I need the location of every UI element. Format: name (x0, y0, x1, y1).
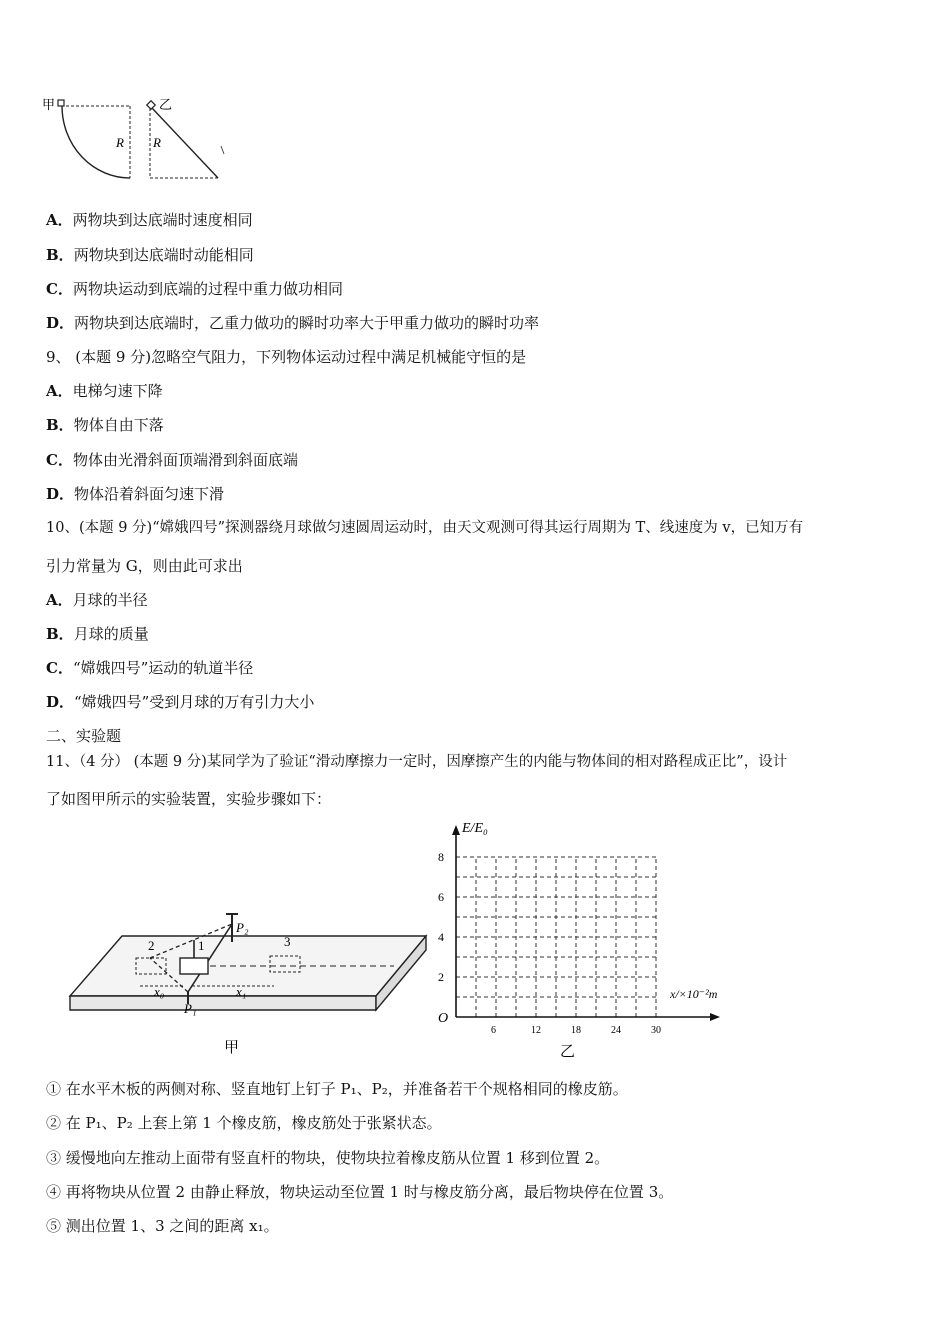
chart-origin: O (438, 1011, 449, 1026)
q9-option-d-text: 物体沿着斜面匀速下滑 (74, 485, 225, 503)
q10-option-d-text: “嫦娥四号”受到月球的万有引力大小 (74, 693, 315, 711)
q9-stem: 9、 (本题 9 分)忽略空气阻力，下列物体运动过程中满足机械能守恒的是 (46, 348, 527, 366)
x-tick-label: 12 (531, 1025, 541, 1036)
q10-option-a (46, 590, 148, 610)
q10-option-c-text: “嫦娥四号”运动的轨道半径 (72, 659, 254, 677)
q10-stem-line2: 引力常量为 G，则由此可求出 (46, 557, 243, 575)
q8-option-b-text: 两物块到达底端时动能相同 (73, 246, 254, 264)
q10-option-d (46, 692, 314, 712)
label-r1: R (116, 135, 124, 150)
q10-option-d-letter: D． (46, 693, 75, 711)
q11-stem-line2: 了如图甲所示的实验装置，实验步骤如下： (46, 790, 332, 808)
label-yi: 乙 (159, 97, 173, 112)
chart-caption: 乙 (560, 1044, 576, 1060)
figure-slide-comparison (40, 92, 240, 187)
q8-option-c-letter: C． (46, 280, 73, 298)
q9-option-b-text: 物体自由下落 (73, 416, 164, 434)
q11-step-4: ④ 再将物块从位置 2 由静止释放，物块运动至位置 1 时与橡皮筋分离，最后物块停在位置 3。 (46, 1183, 674, 1201)
q11-step-1: ① 在水平木板的两侧对称、竖直地钉上钉子 P₁、P₂，并准备若干个规格相同的橡皮筋。 (46, 1080, 628, 1098)
chart-ylabel: E/E₀ (462, 821, 488, 836)
x-tick-label: 30 (651, 1025, 661, 1036)
q10-stem-line1: 10、(本题 9 分)“嫦娥四号”探测器绕月球做匀速圆周运动时，由天文观测可得其运行周期为 T、线速度为 v，已知万有 (46, 520, 804, 536)
q8-option-a (46, 210, 253, 230)
y-tick-label: 6 (438, 890, 444, 904)
q9-option-c-letter: C． (46, 451, 73, 469)
q8-option-a-text: 两物块到达底端时速度相同 (72, 211, 253, 229)
stray-mark (221, 146, 224, 154)
block-yi (147, 101, 155, 109)
x-tick-label: 24 (611, 1025, 621, 1036)
label-pos3: 3 (284, 934, 291, 949)
chart-energy-distance (430, 812, 730, 1064)
q9-option-d-letter: D． (46, 485, 75, 503)
q11-step-2: ② 在 P₁、P₂ 上套上第 1 个橡皮筋，橡皮筋处于张紧状态。 (46, 1114, 442, 1132)
label-pos1: 1 (198, 938, 205, 953)
label-pos2: 2 (148, 938, 155, 953)
y-tick-label: 8 (438, 850, 444, 864)
q8-option-d-text: 两物块到达底端时，乙重力做功的瞬时功率大于甲重力做功的瞬时功率 (74, 314, 540, 332)
y-axis-arrow (452, 825, 460, 835)
x-tick-label: 18 (571, 1025, 581, 1036)
q10-option-b (46, 624, 149, 644)
q9-option-a-letter: A． (46, 382, 73, 400)
y-tick-label: 2 (438, 970, 444, 984)
block-pos1 (180, 958, 208, 974)
q8-option-c (46, 279, 343, 299)
q10-option-a-letter: A． (46, 591, 73, 609)
q11-step-5: ⑤ 测出位置 1、3 之间的距离 x₁。 (46, 1217, 279, 1235)
figure-apparatus (64, 900, 434, 1060)
q10-option-b-text: 月球的质量 (73, 625, 149, 643)
q8-option-b (46, 245, 254, 265)
q9-option-a-text: 电梯匀速下降 (72, 382, 163, 400)
q9-option-d (46, 484, 224, 504)
x-axis-arrow (710, 1013, 720, 1021)
board-front (70, 996, 376, 1010)
q9-option-c-text: 物体由光滑斜面顶端滑到斜面底端 (72, 451, 298, 469)
q10-option-b-letter: B． (46, 625, 74, 643)
q10-option-c-letter: C． (46, 659, 73, 677)
y-tick-label: 4 (438, 930, 444, 944)
q8-option-c-text: 两物块运动到底端的过程中重力做功相同 (72, 280, 343, 298)
q9-option-b-letter: B． (46, 416, 74, 434)
q8-option-d (46, 313, 539, 333)
label-r2: R (153, 135, 161, 150)
q9-option-b (46, 415, 164, 435)
q9-option-c (46, 450, 298, 470)
q9-option-a (46, 381, 163, 401)
q10-option-c (46, 658, 253, 678)
caption-jia: 甲 (224, 1040, 240, 1056)
section-title: 二、实验题 (46, 727, 122, 745)
label-p2: P₂ (236, 920, 249, 935)
q8-option-b-letter: B． (46, 246, 74, 264)
block-jia (58, 100, 64, 106)
q8-option-d-letter: D． (46, 314, 75, 332)
x-tick-label: 6 (491, 1025, 496, 1036)
q8-option-a-letter: A． (46, 211, 73, 229)
incline-yi (152, 108, 218, 178)
chart-xlabel: x/×10⁻²m (670, 987, 718, 1001)
label-x1: x₁ (236, 984, 247, 999)
label-p1: P₁ (184, 1001, 197, 1016)
q10-option-a-text: 月球的半径 (72, 591, 148, 609)
label-jia: 甲 (42, 97, 56, 112)
q11-step-3: ③ 缓慢地向左推动上面带有竖直杆的物块，使物块拉着橡皮筋从位置 1 移到位置 2。 (46, 1149, 610, 1167)
q11-stem-line1: 11、（4 分） (本题 9 分)某同学为了验证“滑动摩擦力一定时，因摩擦产生的内能与物体间的相对路程成正比”，设计 (46, 754, 788, 770)
label-x0: x₀ (154, 984, 165, 999)
